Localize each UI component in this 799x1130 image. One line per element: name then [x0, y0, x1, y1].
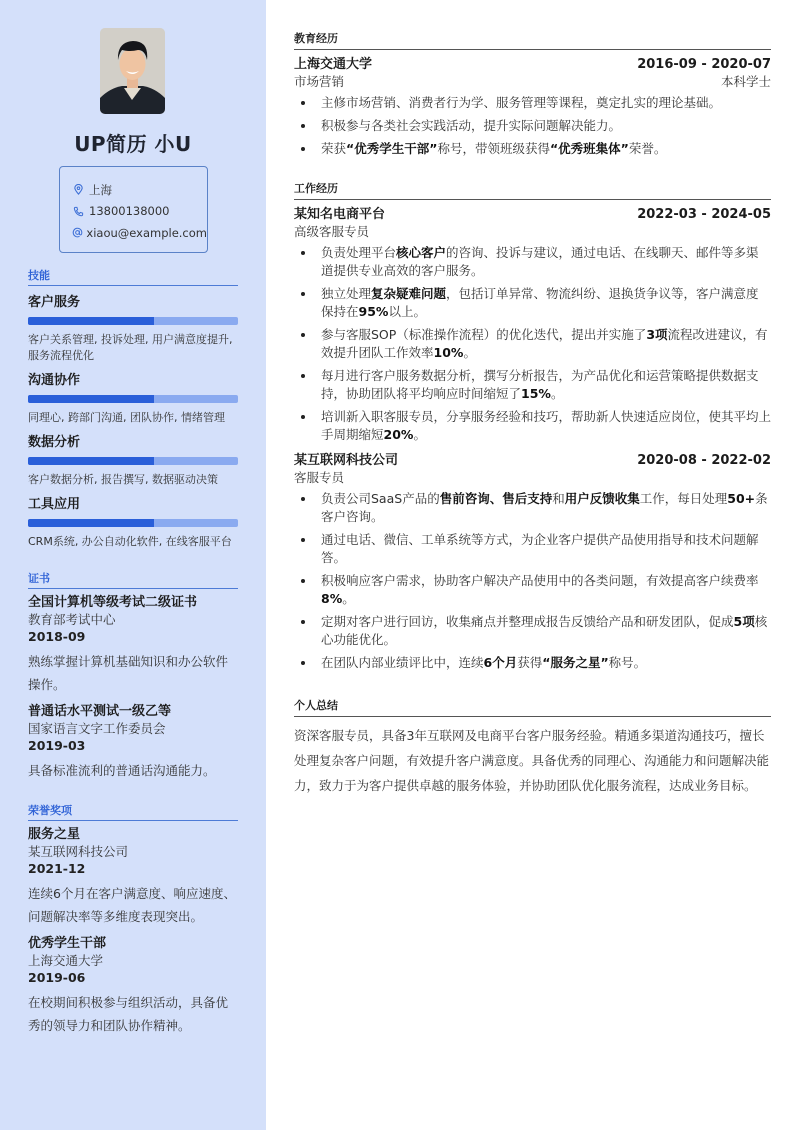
highlight-text: 用户反馈收集 — [564, 491, 640, 506]
education-header — [294, 56, 771, 73]
certificate-date: 2018-09 — [28, 629, 86, 644]
company-name: 某知名电商平台 — [294, 207, 386, 222]
work-section — [294, 180, 771, 677]
degree: 本科学士 — [720, 74, 771, 89]
section-title-work: 工作经历 — [294, 180, 771, 200]
skill-level-bar — [28, 395, 238, 403]
skill-level-bar — [28, 457, 238, 465]
education-date: 2016-09 - 2020-07 — [637, 57, 771, 72]
skill-level-fill — [28, 519, 154, 527]
award-item — [28, 826, 238, 928]
company-name: 某互联网科技公司 — [294, 453, 399, 468]
job-entry — [294, 452, 771, 672]
job-date: 2022-03 - 2024-05 — [637, 207, 771, 222]
candidate-name: UP简历 小U — [74, 132, 192, 156]
certificate-date: 2019-03 — [28, 738, 86, 753]
highlight-text: 95% — [358, 304, 389, 319]
sidebar — [0, 0, 266, 1130]
bullet-item: 主修市场营销、消费者行为学、服务管理等课程，奠定扎实的理论基础。 — [294, 94, 771, 112]
email-text[interactable]: xiaou@example.com — [86, 225, 207, 240]
bullet-item: 积极响应客户需求，协助客户解决产品使用中的各类问题，有效提高客户续费率8%。 — [294, 572, 771, 608]
bullet-item: 积极参与各类社会实践活动，提升实际问题解决能力。 — [294, 117, 771, 135]
skill-level-fill — [28, 457, 154, 465]
skill-name: 工具应用 — [28, 497, 81, 512]
bullet-item: 参与客服SOP（标准操作流程）的优化迭代，提出并实施了3项流程改进建议，有效提升团队工作效率10%。 — [294, 326, 771, 362]
award-desc: 在校期间积极参与组织活动，具备优秀的领导力和团队协作精神。 — [28, 995, 229, 1033]
certificate-desc: 熟练掌握计算机基础知识和办公软件操作。 — [28, 654, 229, 692]
highlight-text: 15% — [521, 386, 551, 401]
job-role: 客服专员 — [294, 470, 345, 485]
skill-item — [28, 493, 238, 550]
job-bullets — [294, 490, 771, 672]
highlight-text: “服务之星” — [542, 655, 609, 670]
awards-section — [28, 802, 238, 1044]
skill-desc: 客户关系管理, 投诉处理, 用户满意度提升, 服务流程优化 — [28, 333, 233, 362]
highlight-text: 20% — [383, 427, 414, 442]
highlight-text: 10% — [433, 345, 464, 360]
award-date: 2019-06 — [28, 970, 86, 985]
award-issuer: 某互联网科技公司 — [28, 844, 129, 859]
award-name: 服务之星 — [28, 827, 81, 842]
bullet-item: 荣获“优秀学生干部”称号，带领班级获得“优秀班集体”荣誉。 — [294, 140, 771, 158]
job-role: 高级客服专员 — [294, 224, 370, 239]
skill-desc: 客户数据分析, 报告撰写, 数据驱动决策 — [28, 473, 218, 486]
portrait-image — [100, 28, 165, 114]
job-date: 2020-08 - 2022-02 — [637, 453, 771, 468]
skill-name: 客户服务 — [28, 295, 81, 310]
contact-phone — [71, 201, 207, 223]
skill-level-fill — [28, 317, 154, 325]
job-bullets — [294, 244, 771, 444]
section-title-skills: 技能 — [28, 267, 238, 286]
certificate-desc: 具备标准流利的普通话沟通能力。 — [28, 763, 216, 778]
award-date: 2021-12 — [28, 861, 86, 876]
contact-email — [71, 222, 207, 244]
location-icon — [71, 183, 86, 197]
major: 市场营销 — [294, 74, 345, 89]
education-subheader — [294, 73, 771, 90]
avatar — [100, 28, 165, 114]
certificate-name: 全国计算机等级考试二级证书 — [28, 595, 198, 610]
award-desc: 连续6个月在客户满意度、响应速度、问题解决率等多维度表现突出。 — [28, 886, 236, 924]
certificate-item — [28, 703, 238, 782]
job-entry — [294, 206, 771, 444]
skill-item — [28, 291, 238, 364]
job-header — [294, 452, 771, 469]
highlight-text: “优秀班集体” — [549, 141, 629, 156]
phone-text[interactable]: 13800138000 — [89, 204, 170, 219]
award-name: 优秀学生干部 — [28, 936, 107, 951]
certificate-name: 普通话水平测试一级乙等 — [28, 704, 172, 719]
highlight-text: 5项 — [733, 614, 755, 629]
highlight-text: “优秀学生干部” — [346, 141, 438, 156]
skill-level-bar — [28, 317, 238, 325]
phone-icon — [71, 204, 86, 218]
bullet-item: 负责处理平台核心客户的咨询、投诉与建议，通过电话、在线聊天、邮件等多渠道提供专业高效的客户服务。 — [294, 244, 771, 280]
education-section — [294, 30, 771, 163]
highlight-text: 售前咨询、售后支持 — [439, 491, 553, 506]
award-item — [28, 935, 238, 1037]
section-title-certificates: 证书 — [28, 570, 238, 589]
bullet-item: 每月进行客户服务数据分析，撰写分析报告，为产品优化和运营策略提供数据支持，协助团队将平均响应时间缩短了15%。 — [294, 367, 771, 403]
job-header — [294, 206, 771, 223]
bullet-item: 独立处理复杂疑难问题，包括订单异常、物流纠纷、退换货争议等，客户满意度保持在95%以上。 — [294, 285, 771, 321]
skill-item — [28, 369, 238, 426]
skill-level-bar — [28, 519, 238, 527]
email-icon — [71, 226, 83, 240]
certificate-issuer: 国家语言文字工作委员会 — [28, 721, 166, 736]
section-title-summary: 个人总结 — [294, 697, 771, 717]
contact-box — [59, 166, 208, 253]
highlight-text: 3项 — [646, 327, 668, 342]
skill-name: 数据分析 — [28, 435, 81, 450]
skill-item — [28, 431, 238, 488]
certificates-section — [28, 570, 238, 789]
section-title-education: 教育经历 — [294, 30, 771, 50]
summary-section — [294, 697, 771, 798]
skill-name: 沟通协作 — [28, 373, 81, 388]
highlight-text: 8% — [321, 591, 343, 606]
highlight-text: 6个月 — [483, 655, 518, 670]
contact-location — [71, 179, 207, 201]
highlight-text: 复杂疑难问题 — [371, 286, 447, 301]
highlight-text: 核心客户 — [396, 245, 447, 260]
location-text: 上海 — [89, 182, 112, 197]
bullet-item: 负责公司SaaS产品的售前咨询、售后支持和用户反馈收集工作，每日处理50+条客户咨询。 — [294, 490, 771, 526]
certificate-issuer: 教育部考试中心 — [28, 612, 116, 627]
section-title-awards: 荣誉奖项 — [28, 802, 238, 821]
summary-text: 资深客服专员，具备3年互联网及电商平台客户服务经验。精通多渠道沟通技巧，擅长处理复杂客户问题，有效提升客户满意度。具备优秀的同理心、沟通能力和问题解决能力，致力于为客户提供卓越的服务体验，并协助团队优化服务流程，达成业务目标。 — [294, 728, 770, 793]
certificate-item — [28, 594, 238, 696]
skills-section — [28, 267, 238, 555]
skill-desc: 同理心, 跨部门沟通, 团队协作, 情绪管理 — [28, 411, 225, 424]
bullet-item: 培训新入职客服专员，分享服务经验和技巧，帮助新人快速适应岗位，使其平均上手周期缩短20%。 — [294, 408, 771, 444]
school-name: 上海交通大学 — [294, 57, 373, 72]
bullet-item: 在团队内部业绩评比中，连续6个月获得“服务之星”称号。 — [294, 654, 771, 672]
award-issuer: 上海交通大学 — [28, 953, 104, 968]
skill-level-fill — [28, 395, 154, 403]
highlight-text: 50+ — [727, 491, 756, 506]
education-bullets — [294, 94, 771, 158]
bullet-item: 通过电话、微信、工单系统等方式，为企业客户提供产品使用指导和技术问题解答。 — [294, 531, 771, 567]
skill-desc: CRM系统, 办公自动化软件, 在线客服平台 — [28, 535, 232, 548]
bullet-item: 定期对客户进行回访，收集痛点并整理成报告反馈给产品和研发团队，促成5项核心功能优化。 — [294, 613, 771, 649]
